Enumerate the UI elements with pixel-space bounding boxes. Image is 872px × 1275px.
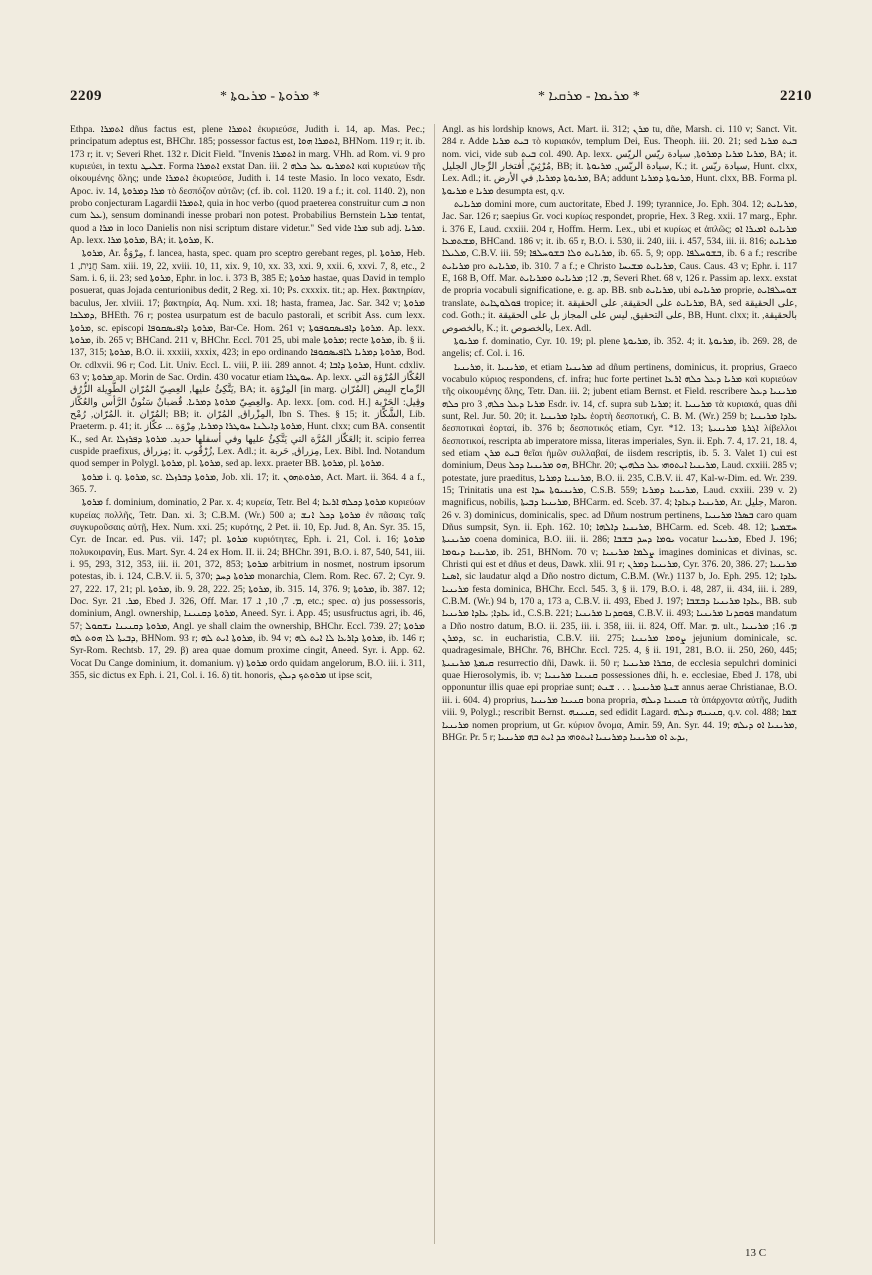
left-column <box>70 124 425 1244</box>
entry-paragraph: ܡܪܘܬܐ, Ar. مِرْوَةٌ, f. lancea, hasta, spec. quam pro sceptro gerebant reges, pl. ܡܪܘܬܐ, Heb. חֲנִית, 1 Sam. xiii. 19, 22, xviii. 10, 11, xix. 9, 10, xx. 33, xxi. 9, xxii. 6, xxvi. 7, 8, etc., 2 Sam. i. 6, ii. 23; sed ܡܪܘܬܐ, Ephr. in loc. i. 373 B, 385 E; ܡܪܘܬܐ hastae, quas David in templo posuerat, quas Jojada centurionibus dedit, 2 Reg. xi. 10; Ps. cxxxix. tit.; ap. Hex. βακτηρίαν, baculus, Jer. xlviii. 17; βακτηρία, Aq. Num. xxi. 18; hasta, framea, Jac. Sar. 342 v; ܡܪܘܬܐ ܕܡܠܟܐ, BHEth. 76 r; postea usurpatum est de baculo pastorali, et scribit Ass. cum lexx. ܡܪܘܬܐ, sc. episcopi ܡܪܘܬܐ ܕܐܦܝܣܩܘܦܐ, Bar-Ce. Hom. 261 v; ܡܪܘܬܐ ܕܐܦܝܣܩܘܦܘܬܐ. Ap. lexx. ܡܪܘܬܐ, ib. 265 v; BHCand. 211 v, BHChr. Eccl. 701 25, ubi male ܡܪܘܬܐ; recte ܡܪܘܬܐ, ib. § ii. 137, 315; ܡܪܘܬܐ, B.O. ii. xxxiii, xxxix, 423; in epo ordinando ܡܪܘܬܐ ܕܡܪܝܐ ܠܐܦܝܣܩܘܦܐ, Bod. Or. cdlxvii. 96 r; Cod. Lit. Univ. Eccl. L. viii, P. iii. 289 annot. 4; ܡܪܘܬܐ ܕܐܒܐ, Hunt. cdxliv. 63 v; ܡܪܘܬܐ ap. Morin de Sac. Ordin. 430 vocatur etiam ܚܘܛܪܐ. Ap. lexx. العُكّاز المُرْوَة التي يَتَّكِئُ عليها, العِصِيّ المُرّان الطَّوِيلة الزُّرُق, BA; it. المِرْوَة [in marg. المُرّان] الرِّماح البِيض والعِصِيّ ܡܪܘܬܐ ܕܡܪܝܐ. قُضبانٌ سَنُونٌ الرَّأس والعُكّاز. Ap. lexx. [om. cod. H.] وقِيل: الحَرْبة المُرّان, رُمْح. it. المُرّان; BB; it. المِزْراق, المُرّان, Ibn S. Thes. § 15; it. الشَّكّاز, Lib. Praeterm. p. 41; it. ܡܪܘܬܐ ܕܐܝܠܢܐ ܚܘܛܪܐ ܕܡܪܝܐ, مِرْوَة ... عكّاز, Hunt. clxx; cum BA. consentit K., sed Ar. العَكّاز المُرَّة التي يَتَّكِئُ عليها وفي أسفلها حديد. ܡܪܘܬܐ ܕܦܪܙܠܐ; it. scipio ferrea cuspide praefixus, مِزراق; it. زُرْقُوب, Lex. Adl.; it. مِزراق, حَربة, Lex. Bibl. Ind. Notandum quod semper in Polygl. ܡܪܘܬܐ, pl. ܡܪܘܬܐ, sed ap. lexx. praeter BB. ܡܪܘܬܐ, pl. ܡܪܘܬܐ. <box>70 248 425 470</box>
page-number-left: 2209 <box>70 88 102 104</box>
entry-paragraph: Angl. as his lordship knows, Act. Mart. ii. 312; ܡܪܢ tu, dñe, Marsh. ci. 110 v; Sanct. Vit. 284 r. Adde ܒܝܬ ܡܪܝܐ τὸ κυριακόν, templum Dei, Eus. Theoph. iii. 20. 21; sed ܒܝܬ ܡܪܝܐ nom. vici, vide sub ܒܝܬ col. 490. Ap. lexx. ܡܪܝܐ ܡܪܝܐ ܕܡܪܘܬܐ, سيادة ريّس الريّس, BA; it. مُرْثِيّ, أفتخار الرِّجال الجليل, BB; it. سيادة الريّس, ܡܪܝܘܬܐ, K.; it. سيادة ريّس, Hunt. clxx, Lex. Adl.; it. ܡܪܝܘܬܐ ܕܡܪܝܐ, في الأرض, BA; addunt ܡܪܝܘܬܐ ܕܡܪܝܐ, Hunt. clxx, BB. Forma pl. ܡܪܝܘܬܐ e ܡܪܝܐ desumpta est, q.v. <box>442 124 797 197</box>
entry-paragraph: ܡܪܘܬܐ i. q. ܡܪܘܬܐ, sc. ܡܪܘܬܐ ܕܒܪܙܠܐ, Job. xli. 17; it. ܡܪܘܬܗܘܢ, Act. Mart. ii. 364. 4 a f., 365. 7. <box>70 471 425 495</box>
signature-mark: 13 C <box>745 1247 767 1259</box>
entry-paragraph: ܡܪܘܬܐ f. dominium, dominatio, 2 Par. x. 4; κυρεία, Tetr. Bel 4; ܡܪܘܬܐ ܕܟܠܗ ܐܪܥܐ κυριεύων κυρείας πολλῆς, Tetr. Dan. xi. 3; C.B.M. (Wr.) 500 a; ܡܪܘܬܐ ܕܟܠ ܐܢܫ ἐν πᾶσαις ταῖς συγκυροῦσαις αὐτῇ, Hex. Num. xxi. 25; κυρότης, 2 Pet. ii. 10, Ep. Jud. 8, An. Syr. 35. 15, Cyr. de Incar. ed. Pus. vii. 147; pl. ܡܪܘܬܐ κυριότητες, Eph. i. 21, Col. i. 16; ܡܪܘܬܐ πολυκοιρανίη, Eus. Mart. Syr. 4. 24 ex Hom. II. ii. 24; BHChr. 391, B.O. i. 87, 540, 541, iii. i. 95, 293, 312, 353, iii. ii. 201, 372, 853; ܡܪܘܬܐ arbitrium in nosmet, nostrum ipsorum potestas, ib. i. 124, C.B.V. ii. 5, 370; ܡܪܘܬܐ ܕܚܕ monarchia, Clem. Rom. Rec. 67. 2; Cyr. 9. 27, 222. 17, 21; pl. ܡܪܘܬܐ, ib. 9. 28, 222. 25; ܡܪܘܬܐ, ib. 315. 14, 376. 9; ܡܪܘܬܐ, ib. 387. 12; Doc. Syr. ܡܪ. 21, Ebed J. 326, Off. Mar. ܡ. 7, 10, ܐ. 17, etc.; spec. α) jus possessoris, dominium, Angl. ownership, ܡܪܘܬܐ ܕܩܢܝܢܐ, Aneed. Syr. i. App. 45; ususfructus agri, ib. 46, 57; ܡܪܘܬܐ ܕܩܢܝܢܐ ܢܫܩܘܠ, Angl. ye shall claim the ownership, BHChr. Eccl. 739. 27; ܡܪܘܬܐ ܕܒܝܬܐ ܠܐ ܗܘܬ ܠܗ, BHNom. 93 r; ܡܪܘܬܐ ܐܝܬ ܠܗ, ib. 94 v; ܡܪܘܬܐ ܕܐܪܥܐ ܠܐ ܐܝܬ ܠܗ, ib. 146 r; Syr-Rom. Rechtsb. 17, 29. β) area quae domum proxime cingit, Aneed. Syr. i. App. 62. Vocat Du Cange dominium, it. domanium. γ) ܡܪܘܬܐ ordo quidam angelorum, B.O. iii. i. 311, 355, sic dictus ex Eph. i. 21, Col. i. 16. δ) tit. honoris, ܡܪܘܬܟ ܕܝܠܟ ut ipse scit, <box>70 497 425 682</box>
right-column <box>442 124 797 1244</box>
entry-paragraph: ܡܪܝܐܝܬ domini more, cum auctoritate, Ebed J. 199; tyrannice, Jo. Eph. 304. 12; ܡܪܝܐܝܬ, Jac. Sar. 126 r; saepius Gr. voci κυρίως respondet, proprie, Hex. 3 Reg. xxii. 17 marg., Ephr. i. 376 E, Laud. cxxiii. 204 r, Hoffm. Herm. Lex., ubi et κυρίως et ἁπλῶς; ܡܪܝܐܝܬ ܐܡܝܪܐ ܐܘ ܡܫܬܡܥܐ, BHCand. 186 v; it. ib. 65 r, B.O. i. 530, ii. 240, iii. i. 457, 534, iii. ii. 816; ܡܪܝܐܝܬ ܡܠܝܠܐ, C.B.V. iii. 59; ܡܪܝܐܝܬ ܘܠܐ ܒܫܘܚܠܦܐ, ib. 65. 5, 9; opp. ܒܫܘܚܠܦܐ, ib. 6 a f.; rescribe ܡܪܝܐܝܬ pro ܡܪܝܐܝܬ, ib. 310. 7 a f.; e Christo ܡܪܝܐܝܬ ܡܫܝܚܐ, Caus. Caus. 43 v; Ephr. i. 117 E, 168 B, Off. Mar. ܡ. 12; ܡܪܝܐܝܬ ܘܡܪܝܐܝܬ, Severi Rhet. 68 v, 126 r. Passim ap. lexx. exstat de propria vocabuli significatione, e. g. ap. BB. snb ܡܪܝܐܝܬ, ubi ܡܪܝܐܝܬ proprie, ܫܘܚܠܦܐܝܬ translate, ܦܘܠܘܛܐܝܬ tropice; it. ܡܪܝܐܝܬ على الحقيقة, على الحقيقة, BA, sed على الحقيقة, cod. Goth.; it. على التحقيق, ليس على المجاز بل على الحقيقة, BB, Hunt. clxx; it. بالحقيقة, بالخصوص, K.; it. بالخصوص, Lex. Adl. <box>442 199 797 334</box>
column-divider <box>434 124 435 1244</box>
page-number-right: 2210 <box>780 88 812 104</box>
entry-paragraph: ܡܪܝܘܬܐ f. dominatio, Cyr. 10. 19; pl. plene ܡܪܝܘܬܐ, ib. 352. 4; it. ܡܪܝܘܬܐ, ib. 269. 28, de angelis; cf. Col. i. 16. <box>442 335 797 360</box>
running-title-left: * ܡܪܘܬܐ - ܡܪܝܘܬܐ * <box>220 89 320 104</box>
entry-paragraph: Ethpa. ܐܬܡܪܐ dñus factus est, plene ܐܬܡܪܐ ἐκυριεύσε, Judith i. 14, ap. Mas. Pec.; principatum adeptus est, BHChr. 185; possessor factus est, ܐܬܡܪܐ ܗܘܐ, BHNom. 119 r; it. ib. 173 r; it. v; Severi Rhet. 132 r. Dicit Field. "Invenis ܐܬܡܪܐ in marg. VHh. ad Rom. vi. 9 pro κυριεύει, in textu ܫܠܝܛ. Forma ܐܬܡܪܐ exstat Dan. iii. 2 ܐܬܡܪܝܘ ܥܠ ܟܠܗ καὶ κυριεύων τῆς οἰκουμένης ὅλης; unde ܐܬܡܪܐ ἐκυριεύσε, Judith i. 14 teste Masio. In loco vexato, Esdr. Apoc. iv. 14, ܡܪܐ ܕܡܪܘܬܐ τὸ δεσπόζον αὐτῶν; (cf. ib. col. 1120. 19 a f.; it. col. 1140. 2), non probo conjecturam Lagardii ܐܬܡܪܐ, quia in hoc verbo (quod praeterea construitur cum ܒ non cum ܥܠ), sensum dominandi inesse probari non potest. Probabilius Bernstein ܡܪܝܐ tentat, quod a ܡܪܐ in loco Danielis non nisi scriptum distare videtur." Sed vide ܡܪܐ sub adj. ܡܪܝܐ. Ap. lexx. ܡܪܘܬܐ ܡܪܐ, BA; it. ܡܪܘܬܐ, K. <box>70 124 425 247</box>
entry-paragraph: ܡܪܝܢܝܐ, it. ܡܪܝܢܝܐ, et etiam ܡܪܝܢܝܐ ad dñum pertinens, dominicus, it. proprius, Graeco vocabulo κύριος respondens, cf. infra; huc forte pertinet ܡܪܝܐ ܕܥܠ ܟܠܗ ܐܪܥܐ καὶ κυριεύων τῆς οἰκουμένης ὅλης, Tetr. Dan. iii. 2; jubent etiam Bernst. et Field. rescribere ܡܪܝܢܝܐ ܕܥܠ ܟܠܗ pro ܡܪܝܐ ܕܥܠ ܟܠܗ, 3 Esdr. iv. 14, cf. supra sub ܡܪܝܐ; it. ܡܪܝܢܝܐ τὰ κυριακά, quas dñi sunt, Rel. Jur. 50. 20; it. ܥܐܕܐ ܡܪܝܢܝܐ ἑορτὴ δεσποτική, C. B. M. (Wr.) 259 b; ܥܐܕܐ ܡܪܝܢܝܐ δεσποτικαὶ ἑορταί, ib. 376 b; δεσποτικός etiam, Cyr. *12. 13; ܐܓܪܬܐ ܡܪܝܢܝܬܐ λίβελλοι δεσποτικοί, rescripta ab imperatore missa, literas imperiales, Syn. ii. Eph. 7. 4, 17. 21, 18. 4, sed etiam ܒܝܬ ܡܪܢ θεῖαι ἡμῶν συλλαβαί, de iisdem rescriptis, ib. 5. 3. Valet 1) cui est dominium, Deus ܗܘ ܡܪܝܢܝܐ ܕܟܠ, BHChr. 20; ܡܪܝܢܝܐ ܐܝܬܘܗܝ ܥܠ ܟܠܗܝܢ, Laud. cxxiii. 285 v; potestate, jure praeditus, ܡܪܝܢܝܐ ܕܡܪܝܐ, B.O. ii. 235, C.B.V. ii. 47, Kal-w-Dim. ed. Wr. 239. 15; Trinitatis una est ܡܪܝܢܝܘܬܐ ܚܕܐ, C.S.B. 559; ܡܪܝܢܝܐ ܕܡܪܝܐ, Laud. cxxiii. 239 v. 2) magnificus, nobilis, ܡܪܝܢܝܐ ܕܒܝܬܐ, BHCarm. ed. Sceb. 37. 4; ܡܪܝܢܝܐ ܕܥܐܕܐ, Ar. جليل, Maron. 26 v. 3) dominicus, dominicalis, spec. ad Dñum nostrum pertinens, ܒܣܪܐ ܡܪܝܢܝܐ caro quam Dñus sumpsit, Syn. ii. Eph. 162. 10; ܡܪܝܢܝܐ ܕܐܠܗܐ, BHCarm. ed. Sceb. 48. 12; ܚܫܡܝܬܐ ܡܪܝܢܝܬܐ coena dominica, B.O. iii. ii. 286; ܝܘܡܐ ܕܚܕ ܒܫܒܐ vocatur ܡܪܝܢܝܐ, Ebed J. 196; ܡܪܝܢܝܐ ܕܝܘܡܐ, ib. 251, BHNom. 70 v; ܨܠܡܐ ܡܪܝܢܝܐ imagines dominicas et divinas, sc. Christi qui est et dñus et deus, Dawk. xlii. 91 r; ܡܪܝܢܝܐ ܕܡܪܢ, Cyr. 376. 20, 386. 27; ܡܪܝܢܝܐ ܐܣܢܐ, sic laudatur alqd a Dño nostro dictum, C.B.M. (Wr.) 1137 b, Jo. Eph. 295. 12; ܥܐܕܐ ܡܪܝܢܝܐ festa dominica, BHChr. Eccl. 545. 3, § ii. 179, B.O. i. 48, 287, ii. 434, iii. i. 289, C.B.M. (Wr.) 94 b, 170 a, 173 a, C.B.V. ii. 493, Ebed J. 197; ܥܐܕܐ ܡܪܝܢܝܐ ܕܒܫܒܐ, BB. sub ܥܐܕܐ; ܥܐܕܐ ܡܪܝܢܝܐ id., C.S.B. 221; ܦܘܩܕܢܐ ܡܪܝܢܝܐ, C.B.V. ii. 493; ܦܘܩܕܢܐ ܡܪܝܢܝܐ mandatum a Dño nostro datum, B.O. ii. 235, iii. i. 358, iii. ii. 824, Off. Mar. ܡ. ult., ܡ. 16; ܡܪܝܢܝܐ ܕܡܪܢ, sc. in eucharistia, C.B.V. iii. 275; ܨܘܡܐ ܡܪܝܢܝܐ jejunium dominicale, sc. quadragesimale, BHChr. 76, BHChr. Eccl. 725. 4, § ii. 191, 281, B.O. ii. 250, 260, 445; ܩܝܡܬܐ ܡܪܝܢܝܬܐ resurrectio dñi, Dawk. ii. 50 r; ܩܒܪܐ ܡܪܝܢܝܐ, de ecclesia sepulchri dominici quae Hierosolymis, ib. v; ܩܢܝܢܐ ܡܪܝܢܝܐ possessiones dñi, h. e. ecclesiae, Ebed J. 178, ubi opponuntur illis quae epi propriae sunt; ܫܢܬܐ ܡܪܝܢܝܬܐ . . . ܫܢܬ annus aerae Christianae, B.O. iii. i. 604. 4) proprius, ܩܢܝܢܐ ܡܪܝܢܝܐ bona propria, ܩܢܝܢܐ ܕܝܠܗ τὰ ὑπάρχοντα αὐτῆς, Judith viii. 9, Polygl.; rescribit Bernst. ܩܢܝܢܗ, sed edidit Lagard. ܩܢܝܢܗ ܕܝܠܗ, q.v. col. 488; ܫܡܐ ܡܪܝܢܝܐ nomen proprium, ut Gr. κύριον ὄνομα, Amir. 59, An. Syr. 44. 19; ܡܪܝܢܝܐ ܐܘ ܕܝܠܗ, BHGr. Pr. 5 r; ܝܕܥ ܐܘ ܡܪܝܢܝܐ ܕܡܪܝܢܝܐ ܐܝܬܘܗܝ ܟܕ ܐܝܬ ܒܗ ܡܪܝܢܝܐ, <box>442 361 797 743</box>
page-header <box>70 88 812 114</box>
running-title-right: * ܡܪܝܡܐ - ܡܪܩܝܐ * <box>538 89 640 104</box>
